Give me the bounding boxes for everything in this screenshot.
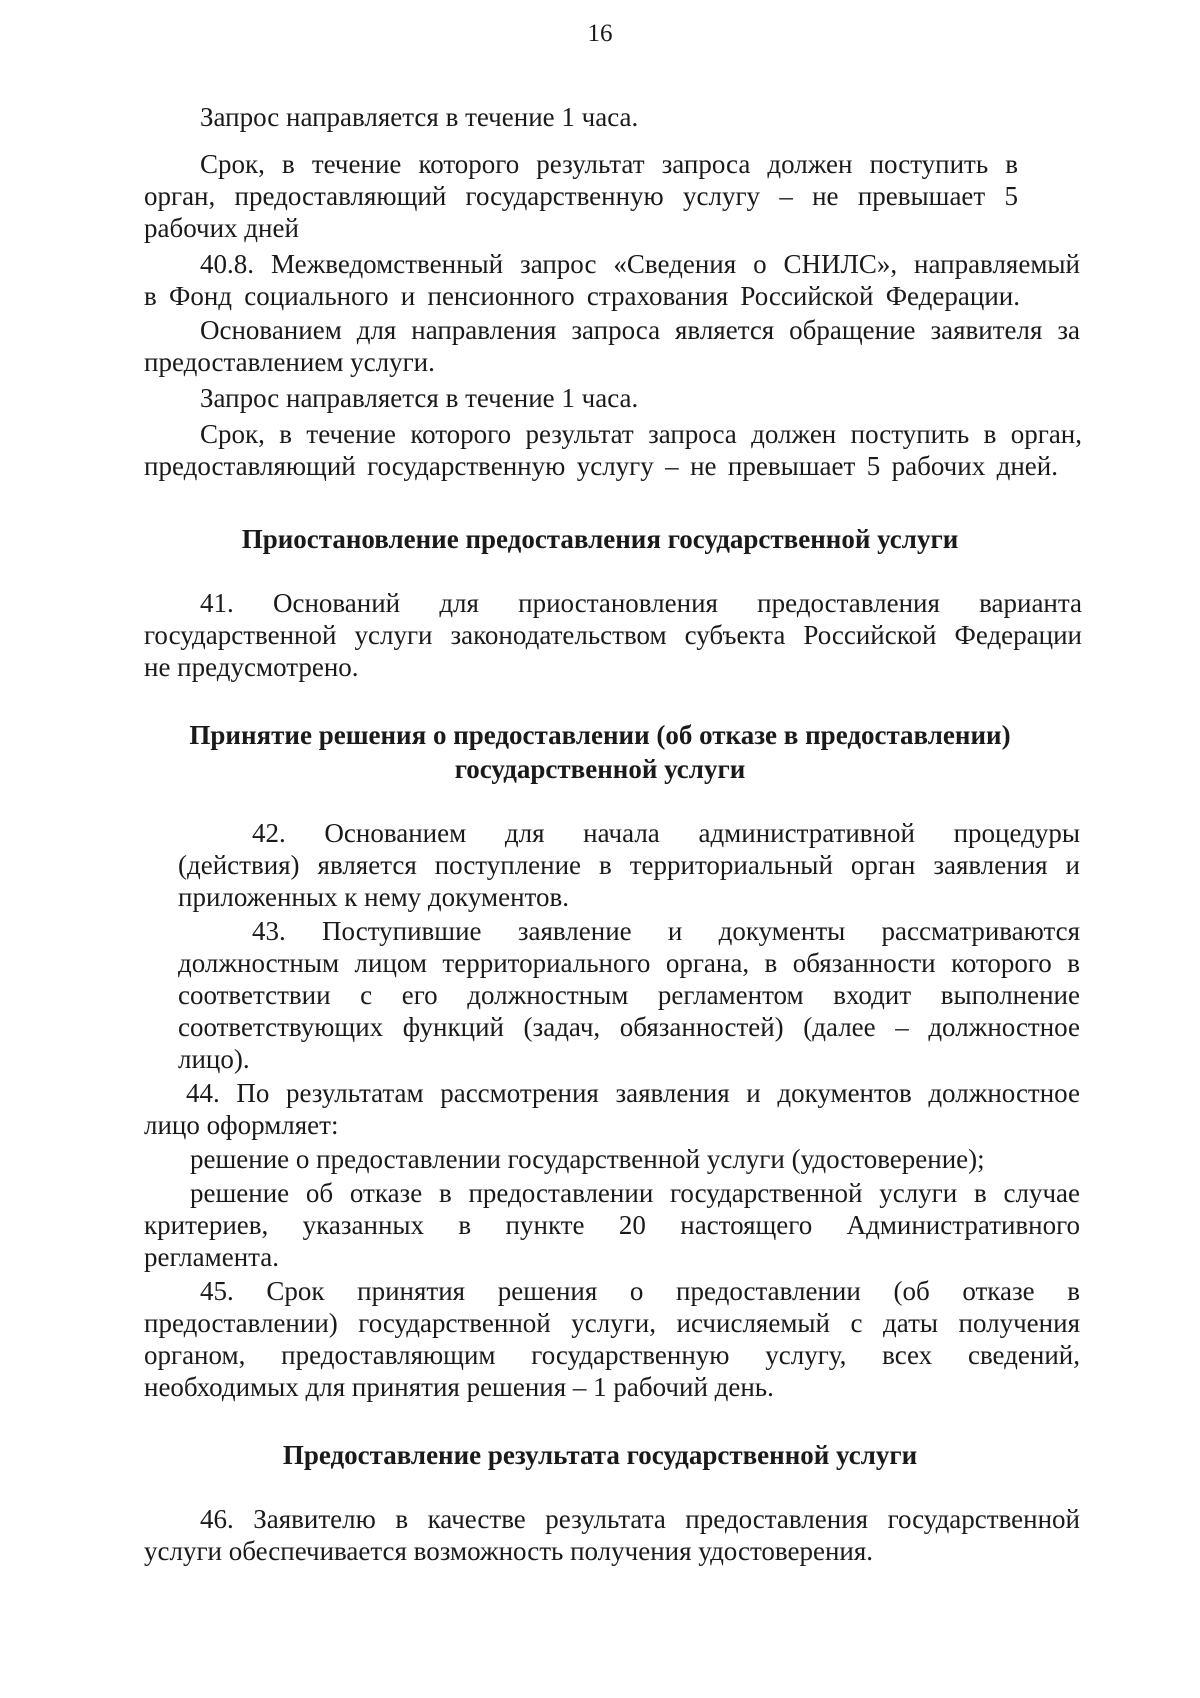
paragraph-line: предоставлением услуги. <box>144 347 435 377</box>
paragraph-line: 43. Поступившие заявление и документы рассматриваются <box>252 916 1080 946</box>
paragraph-line: критериев, указанных в пункте 20 настоящего Административного <box>144 1210 1080 1240</box>
paragraph-line: Запрос направляется в течение 1 часа. <box>200 102 639 132</box>
section-heading: Принятие решения о предоставлении (об отказе в предоставлении) <box>189 720 1011 750</box>
paragraph-line: решение о предоставлении государственной услуги (удостоверение); <box>190 1144 985 1174</box>
paragraph-line: рабочих дней <box>144 213 299 243</box>
paragraph-line: предоставляющий государственную услугу – не превышает 5 рабочих дней. <box>144 451 1058 481</box>
paragraph-line: государственной услуги законодательством субъекта Российской Федерации <box>144 620 1082 650</box>
paragraph-line: решение об отказе в предоставлении государственной услуги в случае <box>190 1178 1080 1208</box>
paragraph-line: 46. Заявителю в качестве результата предоставления государственной <box>200 1504 1080 1534</box>
paragraph-line: 45. Срок принятия решения о предоставлении (об отказе в <box>200 1276 1080 1306</box>
paragraph-line: соответствующих функций (задач, обязанностей) (далее – должностное <box>178 1012 1080 1042</box>
paragraph-line: орган, предоставляющий государственную услугу – не превышает 5 <box>144 181 1018 211</box>
paragraph-line: органом, предоставляющим государственную услугу, всех сведений, <box>144 1340 1080 1370</box>
paragraph-line: соответствии с его должностным регламентом входит выполнение <box>178 980 1080 1010</box>
paragraph-line: Срок, в течение которого результат запроса должен поступить в орган, <box>200 419 1082 449</box>
paragraph-line: не предусмотрено. <box>144 652 359 682</box>
section-heading: Приостановление предоставления государственной услуги <box>241 524 959 554</box>
paragraph-line: Основанием для направления запроса является обращение заявителя за <box>200 315 1080 345</box>
page-number: 16 <box>587 20 613 47</box>
paragraph-line: регламента. <box>144 1242 280 1272</box>
paragraph-line: должностным лицом территориального органа, в обязанности которого в <box>178 948 1080 978</box>
paragraph-line: Запрос направляется в течение 1 часа. <box>200 383 639 413</box>
paragraph-line: 41. Оснований для приостановления предоставления варианта <box>200 588 1082 618</box>
paragraph-line: Срок, в течение которого результат запроса должен поступить в <box>200 149 1018 179</box>
paragraph-line: 44. По результатам рассмотрения заявления и документов должностное <box>186 1078 1080 1108</box>
paragraph-line: в Фонд социального и пенсионного страхования Российской Федерации. <box>144 281 1020 311</box>
paragraph-line: лицо). <box>178 1044 250 1074</box>
paragraph-line: (действия) является поступление в территориальный орган заявления и <box>178 850 1080 880</box>
paragraph-line: услуги обеспечивается возможность получения удостоверения. <box>144 1536 874 1566</box>
paragraph-line: приложенных к нему документов. <box>178 882 569 912</box>
paragraph-line: лицо оформляет: <box>144 1110 339 1140</box>
paragraph-line: 40.8. Межведомственный запрос «Сведения о СНИЛС», направляемый <box>200 249 1080 279</box>
paragraph-line: 42. Основанием для начала административной процедуры <box>252 818 1080 848</box>
section-heading: Предоставление результата государственной услуги <box>282 1440 918 1470</box>
section-heading: государственной услуги <box>454 754 746 784</box>
paragraph-line: предоставлении) государственной услуги, исчисляемый с даты получения <box>144 1308 1080 1338</box>
paragraph-line: необходимых для принятия решения – 1 рабочий день. <box>144 1372 774 1402</box>
